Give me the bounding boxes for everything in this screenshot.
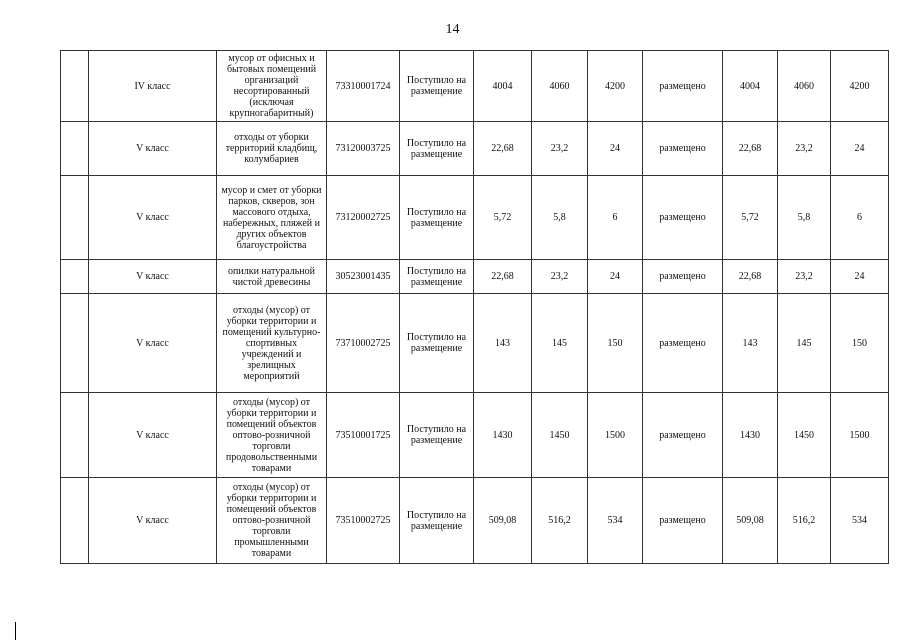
received-value-cell: 1450 — [532, 393, 588, 478]
placed-value-cell: 1450 — [778, 393, 831, 478]
received-value-cell: 509,08 — [474, 478, 532, 564]
placed-value-cell: 534 — [831, 478, 889, 564]
placed-value-cell: 24 — [831, 260, 889, 294]
placed-value-cell: 4004 — [723, 51, 778, 122]
waste-name-cell: отходы от уборки территорий кладбищ, колумбариев — [217, 122, 327, 176]
received-value-cell: 5,8 — [532, 176, 588, 260]
placed-value-cell: 143 — [723, 294, 778, 393]
received-status-cell: Поступило на размещение — [400, 294, 474, 393]
placed-status-cell: размещено — [643, 260, 723, 294]
placed-value-cell: 1500 — [831, 393, 889, 478]
placed-value-cell: 5,72 — [723, 176, 778, 260]
hazard-class-cell: V класс — [89, 294, 217, 393]
margin-mark — [15, 622, 16, 640]
waste-name-cell: опилки натуральной чистой древесины — [217, 260, 327, 294]
received-value-cell: 22,68 — [474, 260, 532, 294]
received-value-cell: 24 — [588, 122, 643, 176]
placed-status-cell: размещено — [643, 294, 723, 393]
waste-name-cell: отходы (мусор) от уборки территории и помещений объектов оптово-розничной торговли продовольственными товарами — [217, 393, 327, 478]
waste-code-cell: 73120002725 — [327, 176, 400, 260]
received-value-cell: 1500 — [588, 393, 643, 478]
placed-value-cell: 4060 — [778, 51, 831, 122]
placed-value-cell: 4200 — [831, 51, 889, 122]
hazard-class-cell: IV класс — [89, 51, 217, 122]
waste-code-cell: 30523001435 — [327, 260, 400, 294]
waste-placement-table — [60, 50, 889, 564]
table-row — [61, 478, 889, 564]
placed-status-cell: размещено — [643, 478, 723, 564]
received-value-cell: 23,2 — [532, 260, 588, 294]
hazard-class-cell: V класс — [89, 122, 217, 176]
received-value-cell: 4200 — [588, 51, 643, 122]
table-row — [61, 51, 889, 122]
row-number-cell — [61, 176, 89, 260]
row-number-cell — [61, 393, 89, 478]
row-number-cell — [61, 478, 89, 564]
received-value-cell: 6 — [588, 176, 643, 260]
row-number-cell — [61, 294, 89, 393]
placed-value-cell: 6 — [831, 176, 889, 260]
placed-status-cell: размещено — [643, 176, 723, 260]
placed-value-cell: 1430 — [723, 393, 778, 478]
hazard-class-cell: V класс — [89, 260, 217, 294]
received-value-cell: 1430 — [474, 393, 532, 478]
received-value-cell: 4060 — [532, 51, 588, 122]
waste-code-cell: 73120003725 — [327, 122, 400, 176]
waste-code-cell: 73510002725 — [327, 478, 400, 564]
received-value-cell: 143 — [474, 294, 532, 393]
hazard-class-cell: V класс — [89, 176, 217, 260]
hazard-class-cell: V класс — [89, 393, 217, 478]
waste-name-cell: мусор и смет от уборки парков, скверов, зон массового отдыха, набережных, пляжей и других объектов благоустройства — [217, 176, 327, 260]
received-value-cell: 516,2 — [532, 478, 588, 564]
waste-name-cell: отходы (мусор) от уборки территории и помещений культурно-спортивных учреждений и зрелищных мероприятий — [217, 294, 327, 393]
received-value-cell: 145 — [532, 294, 588, 393]
placed-value-cell: 5,8 — [778, 176, 831, 260]
placed-value-cell: 150 — [831, 294, 889, 393]
received-value-cell: 24 — [588, 260, 643, 294]
placed-value-cell: 23,2 — [778, 260, 831, 294]
table-row — [61, 260, 889, 294]
row-number-cell — [61, 260, 89, 294]
table-row — [61, 176, 889, 260]
page-number: 14 — [445, 22, 460, 37]
received-value-cell: 150 — [588, 294, 643, 393]
table-body — [61, 51, 889, 564]
received-value-cell: 4004 — [474, 51, 532, 122]
table-row — [61, 294, 889, 393]
waste-code-cell: 73510001725 — [327, 393, 400, 478]
received-status-cell: Поступило на размещение — [400, 478, 474, 564]
placed-status-cell: размещено — [643, 393, 723, 478]
placed-value-cell: 516,2 — [778, 478, 831, 564]
placed-value-cell: 23,2 — [778, 122, 831, 176]
table-row — [61, 393, 889, 478]
received-value-cell: 5,72 — [474, 176, 532, 260]
hazard-class-cell: V класс — [89, 478, 217, 564]
waste-code-cell: 73710002725 — [327, 294, 400, 393]
placed-status-cell: размещено — [643, 122, 723, 176]
table-row — [61, 122, 889, 176]
received-status-cell: Поступило на размещение — [400, 176, 474, 260]
placed-value-cell: 145 — [778, 294, 831, 393]
row-number-cell — [61, 122, 89, 176]
received-value-cell: 23,2 — [532, 122, 588, 176]
received-value-cell: 22,68 — [474, 122, 532, 176]
received-status-cell: Поступило на размещение — [400, 260, 474, 294]
placed-value-cell: 509,08 — [723, 478, 778, 564]
received-status-cell: Поступило на размещение — [400, 51, 474, 122]
received-status-cell: Поступило на размещение — [400, 122, 474, 176]
placed-status-cell: размещено — [643, 51, 723, 122]
placed-value-cell: 22,68 — [723, 122, 778, 176]
received-value-cell: 534 — [588, 478, 643, 564]
row-number-cell — [61, 51, 89, 122]
placed-value-cell: 24 — [831, 122, 889, 176]
waste-name-cell: отходы (мусор) от уборки территории и помещений объектов оптово-розничной торговли промышленными товарами — [217, 478, 327, 564]
placed-value-cell: 22,68 — [723, 260, 778, 294]
waste-name-cell: мусор от офисных и бытовых помещений организаций несортированный (исключая крупногабаритный) — [217, 51, 327, 122]
waste-code-cell: 73310001724 — [327, 51, 400, 122]
received-status-cell: Поступило на размещение — [400, 393, 474, 478]
